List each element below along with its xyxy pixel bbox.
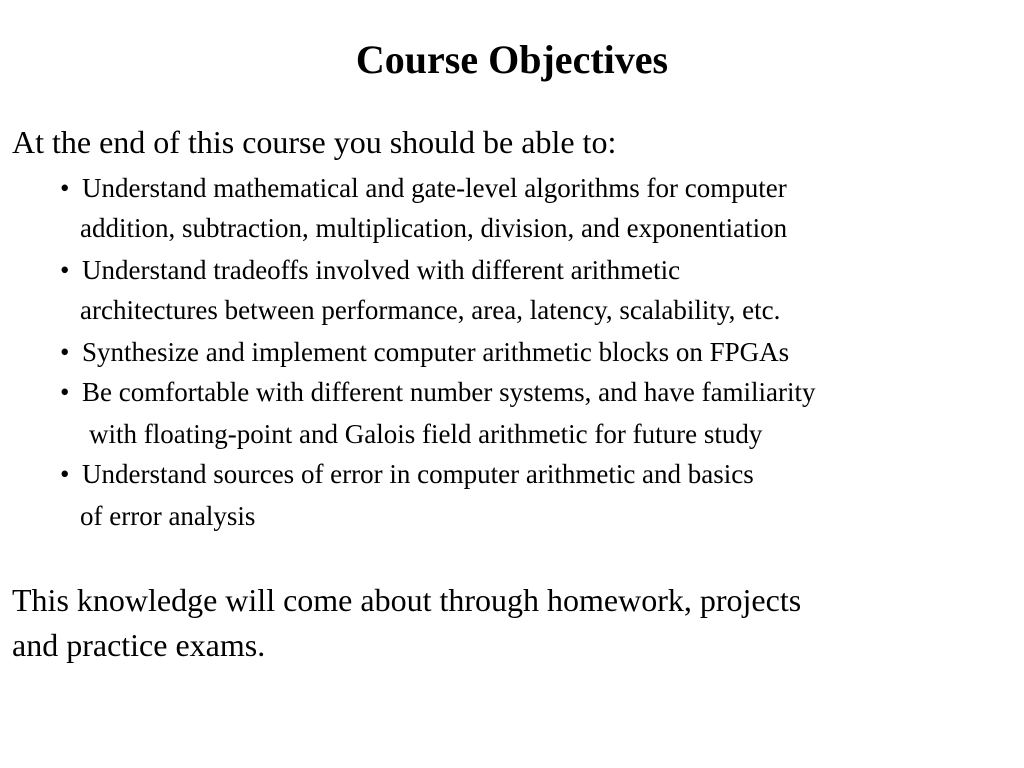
objective-text: Understand sources of error in computer arithmetic and basics bbox=[82, 459, 754, 489]
objective-text-continued: architectures between performance, area, latency, scalability, etc. bbox=[80, 295, 781, 325]
bullet-icon: • bbox=[60, 459, 70, 489]
objective-text-continued: addition, subtraction, multiplication, division, and exponentiation bbox=[80, 213, 788, 243]
slide-title: Course Objectives bbox=[355, 37, 669, 82]
objective-text: Be comfortable with different number systems, and have familiarity bbox=[82, 377, 816, 407]
intro-text: At the end of this course you should be able to: bbox=[12, 124, 617, 160]
bullet-icon: • bbox=[60, 377, 70, 407]
objective-line bbox=[60, 454, 754, 494]
bullet-icon: • bbox=[60, 173, 70, 203]
objective-text-continued: of error analysis bbox=[80, 501, 256, 531]
objective-line bbox=[60, 372, 816, 412]
bullet-icon: • bbox=[60, 255, 70, 285]
closing-line: This knowledge will come about through homework, projects bbox=[12, 582, 802, 618]
closing-line: and practice exams. bbox=[12, 627, 266, 663]
objective-text: Synthesize and implement computer arithmetic blocks on FPGAs bbox=[82, 337, 790, 367]
bullet-icon: • bbox=[60, 337, 70, 367]
objective-line bbox=[60, 332, 789, 372]
objective-text: Understand mathematical and gate-level algorithms for computer bbox=[82, 173, 787, 203]
objective-line bbox=[60, 168, 787, 208]
closing-text bbox=[12, 578, 801, 668]
objective-text: Understand tradeoffs involved with different arithmetic bbox=[82, 255, 681, 285]
objective-line bbox=[60, 250, 680, 290]
objective-text-continued: with floating-point and Galois field arithmetic for future study bbox=[89, 419, 763, 449]
